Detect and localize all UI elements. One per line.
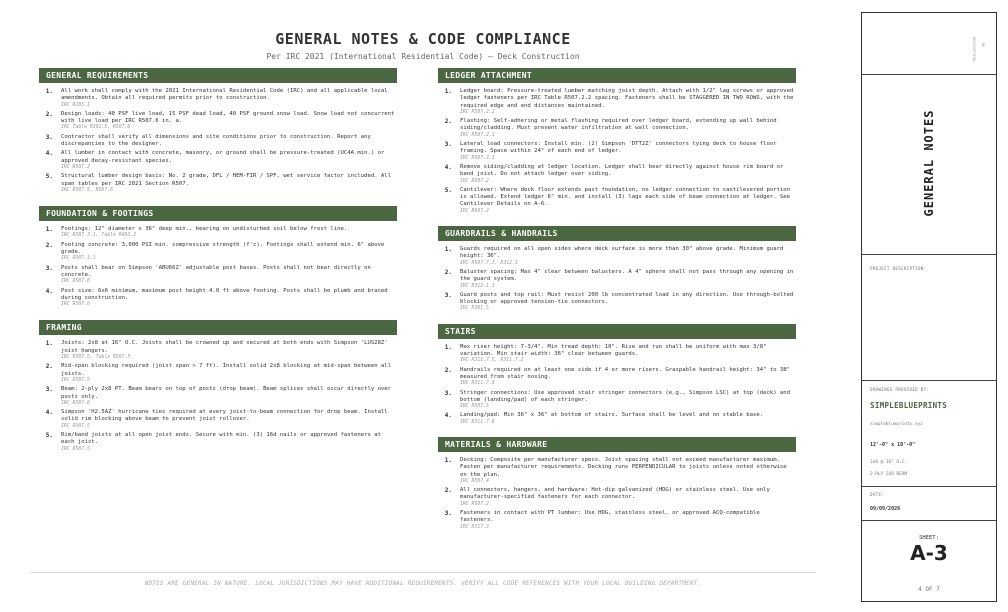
notes-section	[39, 206, 397, 314]
note-text: Simpson 'H2.5AZ' hurricane ties required at every joist-to-beam connection for drop beam. Install solid rim blocking above beam to prevent joist rollover.	[61, 409, 388, 423]
notes-list	[39, 340, 397, 458]
note-item	[438, 118, 796, 139]
note-item	[438, 141, 796, 162]
notes-section	[438, 324, 796, 432]
notes-section	[438, 68, 796, 221]
code-reference: IRC R507.2	[460, 208, 489, 214]
note-item	[39, 134, 397, 149]
tb-project-description-label: PROJECT DESCRIPTION:	[870, 266, 927, 271]
note-number: 3.	[444, 141, 452, 149]
tb-company-name: SIMPLEBLUEPRINTS	[870, 401, 948, 410]
code-reference: IRC R507.2	[61, 164, 90, 170]
code-reference: IRC R312.1.3	[460, 283, 495, 289]
code-reference: IRC R507.2.3	[460, 155, 495, 161]
note-number: 1.	[45, 340, 53, 348]
tb-date-value: 09/09/2026	[870, 506, 901, 512]
note-text: Rim/band joists at all open joist ends. Secure with min. (3) 16d nails or approved fasteners at each joist.	[61, 431, 381, 446]
tb-beam-spec: 2-PLY 2X8 BEAM	[870, 472, 908, 477]
notes-column-right	[438, 68, 796, 537]
note-number: 3.	[444, 291, 452, 299]
note-text: Fasteners in contact with PT lumber: Use HDG, stainless steel, or approved ACQ-compatible fasteners.	[460, 510, 760, 524]
note-body	[460, 269, 796, 290]
code-reference: IRC R507.3.1	[61, 256, 96, 262]
note-number: 2.	[444, 487, 452, 495]
code-reference: IRC R301.5	[460, 306, 489, 312]
code-reference: IRC R105.1	[61, 102, 90, 108]
code-reference: IRC R507.2.1	[460, 132, 495, 138]
notes-section	[39, 320, 397, 458]
code-reference: IRC R311.7.8	[460, 381, 495, 387]
note-text: Joists: 2x8 at 16" O.C. Joists shall be crowned up and secured at both ends with Simpson 'LUS28Z' joist hangers.	[61, 340, 388, 354]
code-reference: IRC R507.8	[61, 302, 90, 308]
note-body	[460, 510, 796, 531]
tb-description-cell	[862, 13, 996, 75]
tb-website: simpleblueprints.xyz	[870, 422, 923, 427]
section-header: GENERAL REQUIREMENTS	[39, 68, 397, 83]
notes-section	[39, 68, 397, 200]
notes-list	[39, 226, 397, 314]
section-header: LEDGER ATTACHMENT	[438, 68, 796, 83]
note-item	[39, 409, 397, 430]
note-item	[438, 457, 796, 485]
note-item	[438, 246, 796, 267]
note-text: Handrails required on at least one side if 4 or more risers. Graspable handrail height: 34" to 38" measured from stair nosing.	[460, 366, 791, 380]
note-body	[460, 246, 796, 267]
note-text: All connectors, hangers, and hardware: Hot-dip galvanized (HDG) or stainless steel. Use only manufacturer-specified fasteners for each connector.	[460, 487, 770, 501]
note-body	[460, 390, 796, 411]
code-reference: IRC R507.5	[61, 446, 90, 452]
tb-joist-spec: 2x8 @ 16" O.C.	[870, 460, 908, 465]
note-number: 1.	[444, 456, 452, 464]
note-text: Ledger board: Pressure-treated lumber matching joist depth. Attach with 1/2" lag screws or approved ledger fasteners per IRC Table R507.2.2 spacing. Fasteners shall be STAGGERED IN TWO ROWS, with the required edge and end distances maintained.	[460, 88, 794, 109]
code-reference: IRC R311.7.6	[460, 419, 495, 425]
tb-description-value: DD	[981, 43, 985, 48]
notes-list	[438, 88, 796, 221]
note-body	[460, 457, 796, 485]
note-body	[460, 487, 796, 508]
code-reference: IRC R317.3	[460, 524, 489, 530]
note-body	[460, 412, 796, 426]
note-body	[61, 386, 397, 407]
note-text: Stringer connections: Use approved stair stringer connectors (e.g., Simpson LSC) at top (deck) and bottom (landing/pad) of each stringer.	[460, 389, 791, 403]
note-body	[61, 242, 397, 263]
note-item	[39, 340, 397, 361]
note-item	[438, 187, 796, 215]
note-item	[39, 242, 397, 263]
footer-disclaimer: NOTES ARE GENERAL IN NATURE. LOCAL JURISDICTIONS MAY HAVE ADDITIONAL REQUIREMENTS. VERIFY ALL CODE REFERENCES WITH YOUR LOCAL BUILDING DEPARTMENT.	[144, 580, 702, 587]
note-body	[460, 367, 796, 388]
note-text: Guard posts and top rail: Must resist 200 lb concentrated load in any direction. Use through-bolted blocking or approved tension-tie connectors.	[460, 291, 794, 306]
note-number: 3.	[444, 510, 452, 518]
note-number: 1.	[444, 343, 452, 351]
note-text: Posts shall bear on Simpson 'ABU66Z' adjustable post bases. Posts shall not bear directly on concrete.	[61, 264, 371, 278]
note-text: Structural lumber design basis: No. 2 grade, DFL / HEM-FIR / SPF, wet service factor included. All span tables per IRC 2021 Section R507.	[61, 173, 392, 187]
note-body	[61, 111, 397, 132]
note-item	[39, 111, 397, 132]
note-text: Post size: 6x6 minimum, maximum post height 4.0 ft above footing. Posts shall be plumb and braced during construction.	[61, 287, 388, 301]
tb-sheet-number-cell	[862, 521, 996, 600]
tb-sheet-number: A-3	[910, 541, 948, 565]
note-body	[61, 363, 397, 384]
note-body	[460, 292, 796, 313]
footer-divider	[30, 572, 816, 573]
note-text: Design loads: 40 PSF live load, 15 PSF dead load, 40 PSF ground snow load. Snow load not concurrent with live load per IRC R507.6 in. a.	[61, 110, 395, 125]
notes-section	[438, 437, 796, 537]
tb-date-cell	[862, 487, 996, 521]
tb-sheet-title: GENERAL NOTES	[922, 109, 936, 217]
note-item	[39, 173, 397, 194]
note-item	[39, 432, 397, 453]
code-reference: IRC R507.5, Table R507.5	[61, 355, 131, 361]
note-text: Cantilever: Where deck floor extends past foundation, no ledger connection to cantilevered portion is allowed. Extend ledger 6" min. and install (3) lags each side of beam connection at ledger. See Cantilever Details on A-6.	[460, 186, 791, 208]
tb-description-label: DESCRIPTION:	[972, 37, 976, 63]
note-number: 1.	[444, 246, 452, 254]
note-body	[460, 187, 796, 215]
note-number: 1.	[45, 226, 53, 234]
note-text: Flashing: Self-adhering or metal flashing required over ledger board, extending up wall behind siding/cladding. Must prevent water infiltration at wall connection.	[460, 118, 777, 132]
note-number: 3.	[45, 386, 53, 394]
code-reference: IRC R507.7.3, R312.1	[460, 260, 518, 266]
notes-list	[438, 457, 796, 537]
section-header: GUARDRAILS & HANDRAILS	[438, 226, 796, 241]
sheet-header	[0, 30, 846, 61]
note-number: 2.	[45, 363, 53, 371]
note-text: Baluster spacing: Max 4" clear between balusters. A 4" sphere shall not pass through any opening in the guard system.	[460, 268, 794, 283]
note-number: 5.	[45, 431, 53, 439]
note-number: 1.	[444, 88, 452, 95]
note-number: 1.	[45, 88, 53, 95]
notes-column-left	[39, 68, 397, 459]
note-number: 5.	[45, 173, 53, 181]
code-reference: IRC R507.5, R507.6	[61, 187, 113, 193]
note-number: 4.	[444, 163, 452, 171]
note-item	[39, 363, 397, 384]
note-number: 2.	[45, 241, 53, 249]
note-body	[460, 164, 796, 185]
note-body	[460, 118, 796, 139]
note-number: 4.	[444, 412, 452, 420]
note-number: 3.	[45, 133, 53, 141]
note-number: 3.	[444, 389, 452, 397]
note-body	[61, 340, 397, 361]
note-text: Remove siding/cladding at ledger location. Ledger shall bear directly against house rim board or band joist. Do not attach ledger over siding.	[460, 163, 784, 178]
note-item	[39, 226, 397, 240]
note-item	[438, 412, 796, 426]
note-body	[61, 226, 397, 240]
note-number: 2.	[444, 118, 452, 126]
note-number: 5.	[444, 186, 452, 194]
note-text: Decking: Composite per manufacturer specs. Joist spacing shall not exceed manufacturer maximum. Fasten per manufacturer requirements. Decking runs PERPENDICULAR to joists unless noted otherwise on the plan.	[460, 456, 787, 478]
note-item	[438, 269, 796, 290]
code-reference: IRC R507.5	[61, 423, 90, 429]
code-reference: IRC Table R301.5, R507.6	[61, 125, 131, 131]
note-body	[61, 288, 397, 309]
tb-project-description-cell	[862, 255, 996, 381]
tb-sheet-title-cell	[862, 75, 996, 255]
note-item	[438, 88, 796, 116]
note-number: 2.	[45, 110, 53, 118]
note-item	[438, 390, 796, 411]
tb-date-label: DATE:	[870, 492, 885, 497]
tb-sheet-label: SHEET:	[919, 535, 939, 541]
note-text: Max riser height: 7-3/4". Min tread depth: 10". Rise and run shall be uniform with max 3/8" variation. Min stair width: 36" clear between guards.	[460, 343, 767, 358]
code-reference: IRC R507.3.1, Table R403.2	[61, 233, 137, 239]
note-body	[460, 141, 796, 162]
note-text: All lumber in contact with concrete, masonry, or ground shall be pressure-treated (UC4A min.) or approved decay-resistant species.	[61, 150, 385, 164]
note-text: Guards required on all open sides where deck surface is more than 30" above grade. Minimum guard height: 36".	[460, 246, 784, 260]
note-number: 2.	[444, 268, 452, 276]
note-number: 4.	[45, 150, 53, 158]
section-header: FOUNDATION & FOOTINGS	[39, 206, 397, 221]
tb-provider-label: DRAWINGS PROVIDED BY:	[870, 387, 930, 392]
notes-list	[438, 344, 796, 432]
note-item	[438, 164, 796, 185]
note-body	[61, 265, 397, 286]
note-text: Footing concrete: 3,000 PSI min. compressive strength (f'c). Footings shall extend min. 6" above grade.	[61, 241, 385, 256]
code-reference: IRC R507.2.2	[460, 109, 495, 115]
tb-deck-size: 12'-0" x 10'-0"	[870, 442, 916, 448]
page-title: GENERAL NOTES & CODE COMPLIANCE	[275, 30, 571, 48]
code-reference: IRC R507.2	[460, 178, 489, 184]
note-item	[39, 265, 397, 286]
note-text: Lateral load connectors: Install min. (2) Simpson 'DTT2Z' connectors tying deck to house floor framing. Space within 24" of each end of ledger.	[460, 141, 777, 155]
tb-page-count: 4 OF 7	[918, 586, 940, 593]
note-number: 4.	[45, 287, 53, 295]
note-text: Contractor shall verify all dimensions and site conditions prior to construction. Report any discrepancies to the designer.	[61, 133, 371, 148]
note-text: Beam: 2-ply 2x8 PT. Beam bears on top of posts (drop beam). Beam splices shall occur directly over posts only.	[61, 386, 392, 400]
section-header: STAIRS	[438, 324, 796, 339]
note-number: 4.	[45, 409, 53, 417]
code-reference: IRC R311.7.5, R311.7.2	[460, 358, 524, 364]
note-text: Footings: 12" diameter x 36" deep min., bearing on undisturbed soil below frost line.	[61, 226, 348, 233]
notes-section	[438, 226, 796, 319]
note-number: 3.	[45, 264, 53, 272]
code-reference: IRC R507.8	[61, 279, 90, 285]
notes-list	[39, 88, 397, 200]
code-reference: IRC R507.2	[460, 501, 489, 507]
note-item	[438, 487, 796, 508]
code-reference: IRC R507.5	[61, 377, 90, 383]
page-subtitle: Per IRC 2021 (International Residential Code) — Deck Construction	[266, 52, 580, 61]
note-item	[39, 150, 397, 171]
note-body	[61, 432, 397, 453]
code-reference: IRC R507.4	[460, 478, 489, 484]
section-header: FRAMING	[39, 320, 397, 335]
note-body	[61, 409, 397, 430]
note-item	[438, 344, 796, 365]
note-body	[61, 150, 397, 171]
note-text: Landing/pad: Min 36" x 36" at bottom of stairs. Surface shall be level and on stable base.	[460, 412, 764, 419]
note-body	[61, 88, 397, 109]
note-item	[39, 386, 397, 407]
note-body	[61, 134, 397, 149]
code-reference: IRC R507.5	[460, 404, 489, 410]
code-reference: IRC R507.6	[61, 400, 90, 406]
note-item	[39, 88, 397, 109]
note-number: 2.	[444, 366, 452, 374]
title-block	[861, 12, 997, 602]
note-body	[460, 88, 796, 116]
note-item	[39, 288, 397, 309]
note-body	[61, 173, 397, 194]
note-item	[438, 367, 796, 388]
note-text: Mid-span blocking required (joist span > 7 ft). Install solid 2x8 blocking at mid-span between all joists.	[61, 363, 392, 377]
section-header: MATERIALS & HARDWARE	[438, 437, 796, 452]
notes-list	[438, 246, 796, 319]
note-item	[438, 510, 796, 531]
tb-provider-cell	[862, 381, 996, 487]
note-item	[438, 292, 796, 313]
note-body	[460, 344, 796, 365]
note-text: All work shall comply with the 2021 International Residential Code (IRC) and all applicable local amendments. Obtain all required permits prior to construction.	[61, 88, 388, 102]
